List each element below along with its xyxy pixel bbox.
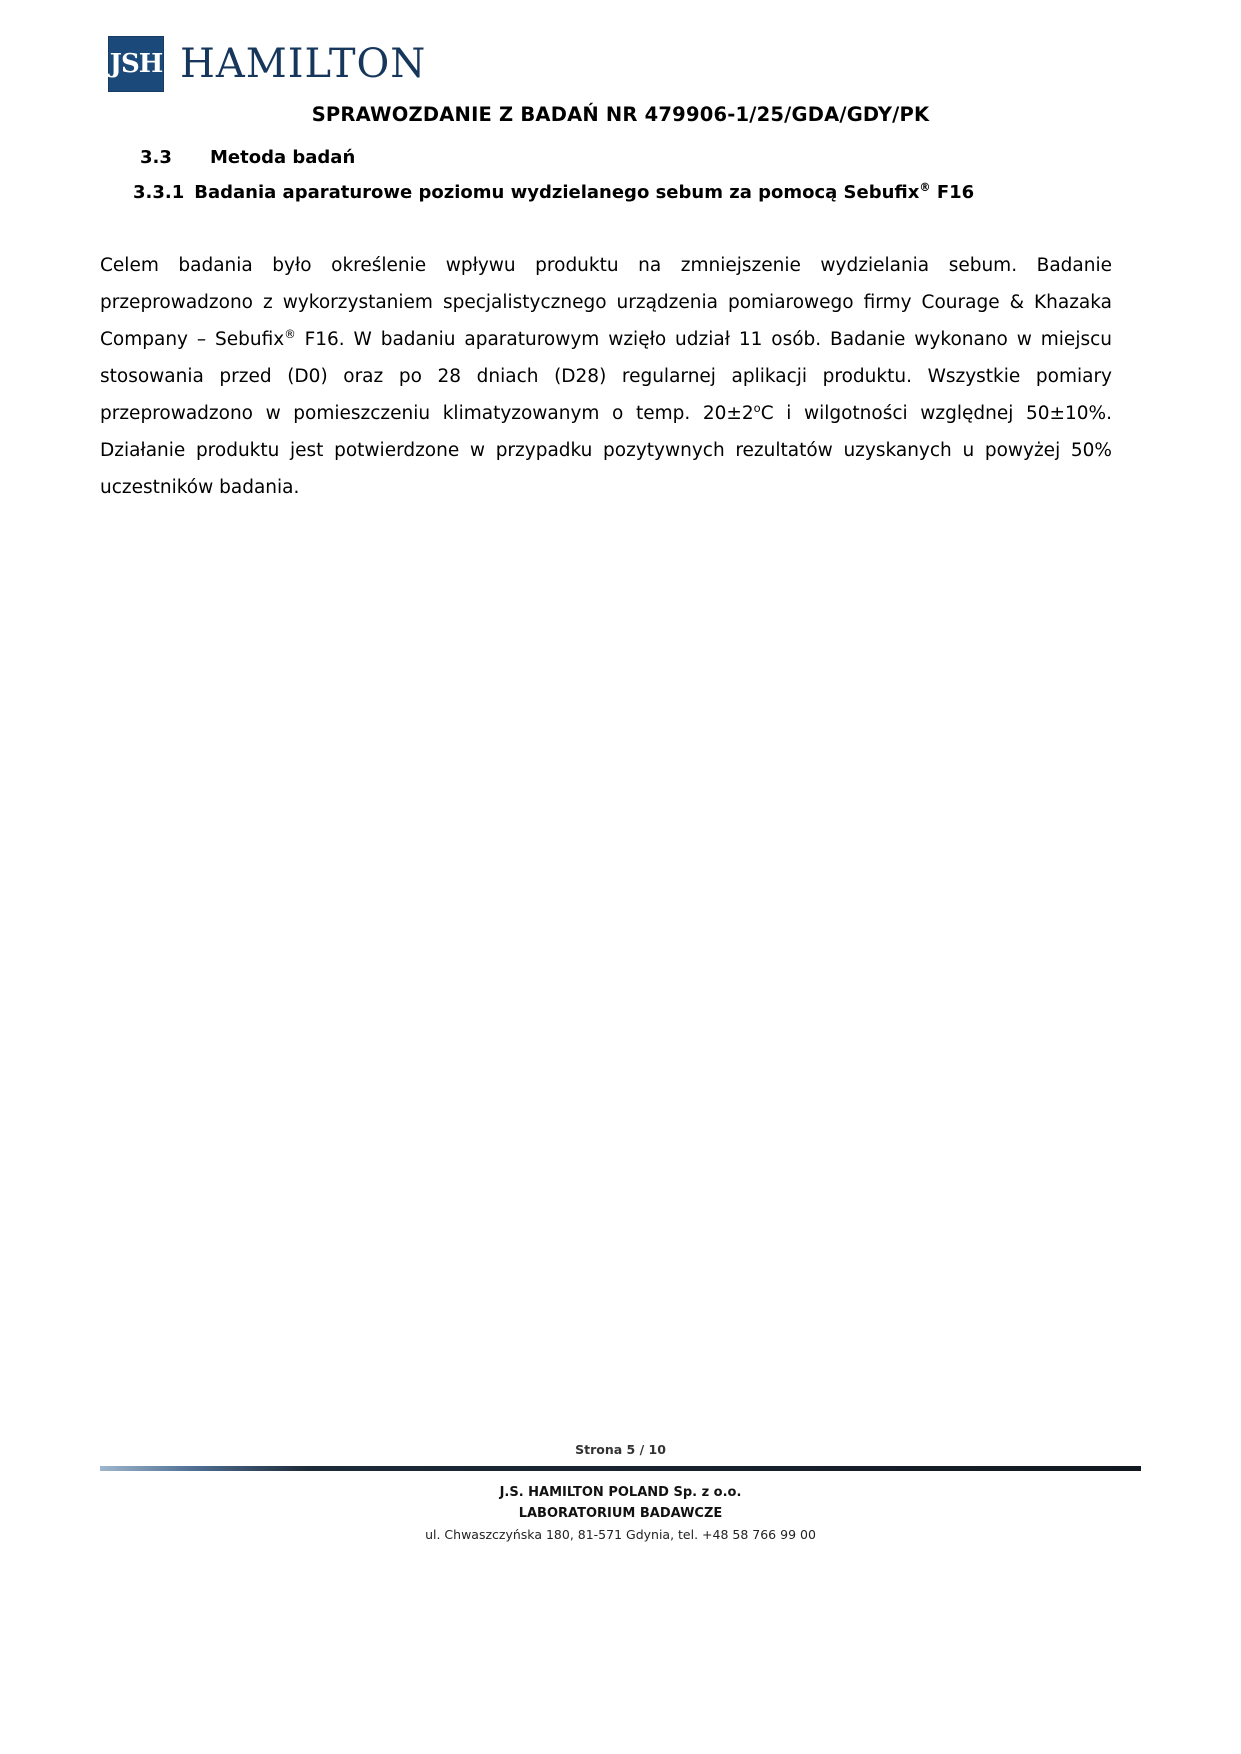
paragraph-part-1: Celem badania było określenie wpływu produktu na zmniejszenie wydzielania sebum. Badanie przeprowadzono z wykorzystaniem specjalistycznego urządzenia pomiarowego firmy Courage & Khazaka Company – Sebufix [100,254,1112,350]
paragraph-part-2: F16. W badaniu aparaturowym wzięło udział 11 osób. Badanie wykonano w miejscu stosowania przed (D0) oraz po 28 dniach (D28) regularnej aplikacji produktu. Wszystkie pomiary przeprowadzono w pomieszczeniu klimatyzowanym o temp. 20±2 [100,328,1112,424]
logo-mark-icon [108,36,164,92]
footer-lab: LABORATORIUM BADAWCZE [518,1506,723,1521]
subsection-title-suffix: F16 [930,182,975,203]
footer-address: ul. Chwaszczyńska 180, 81-571 Gdynia, tel. +48 58 766 99 00 [425,1527,816,1542]
logo-wordmark: HAMILTON [180,41,427,87]
page-title: SPRAWOZDANIE Z BADAŃ NR 479906-1/25/GDA/GDY/PK [311,103,930,126]
footer-block [0,1482,1241,1545]
logo-mark-text: JSH [109,49,163,79]
section-heading-3-3 [140,147,355,168]
company-logo [108,36,426,92]
page-number: Strona 5 / 10 [575,1442,666,1457]
body-paragraph [100,247,1112,506]
footer-company: J.S. HAMILTON POLAND Sp. z o.o. [499,1485,742,1500]
registered-trademark-symbol: ® [919,181,931,194]
subsection-number: 3.3.1 [133,182,185,203]
subsection-title: Badania aparaturowe poziomu wydzielanego sebum za pomocą Sebufix [194,182,920,203]
section-number: 3.3 [140,147,172,168]
paragraph-part-3: C i wilgotności względnej 50±10%. Działanie produktu jest potwierdzone w przypadku pozytywnych rezultatów uzyskanych u powyżej 50% uczestników badania. [100,402,1113,498]
registered-trademark-symbol: ® [284,326,296,341]
section-title: Metoda badań [210,147,356,168]
section-heading-3-3-1 [133,182,974,203]
footer-divider [100,1466,1141,1471]
degree-symbol: o [753,400,761,415]
